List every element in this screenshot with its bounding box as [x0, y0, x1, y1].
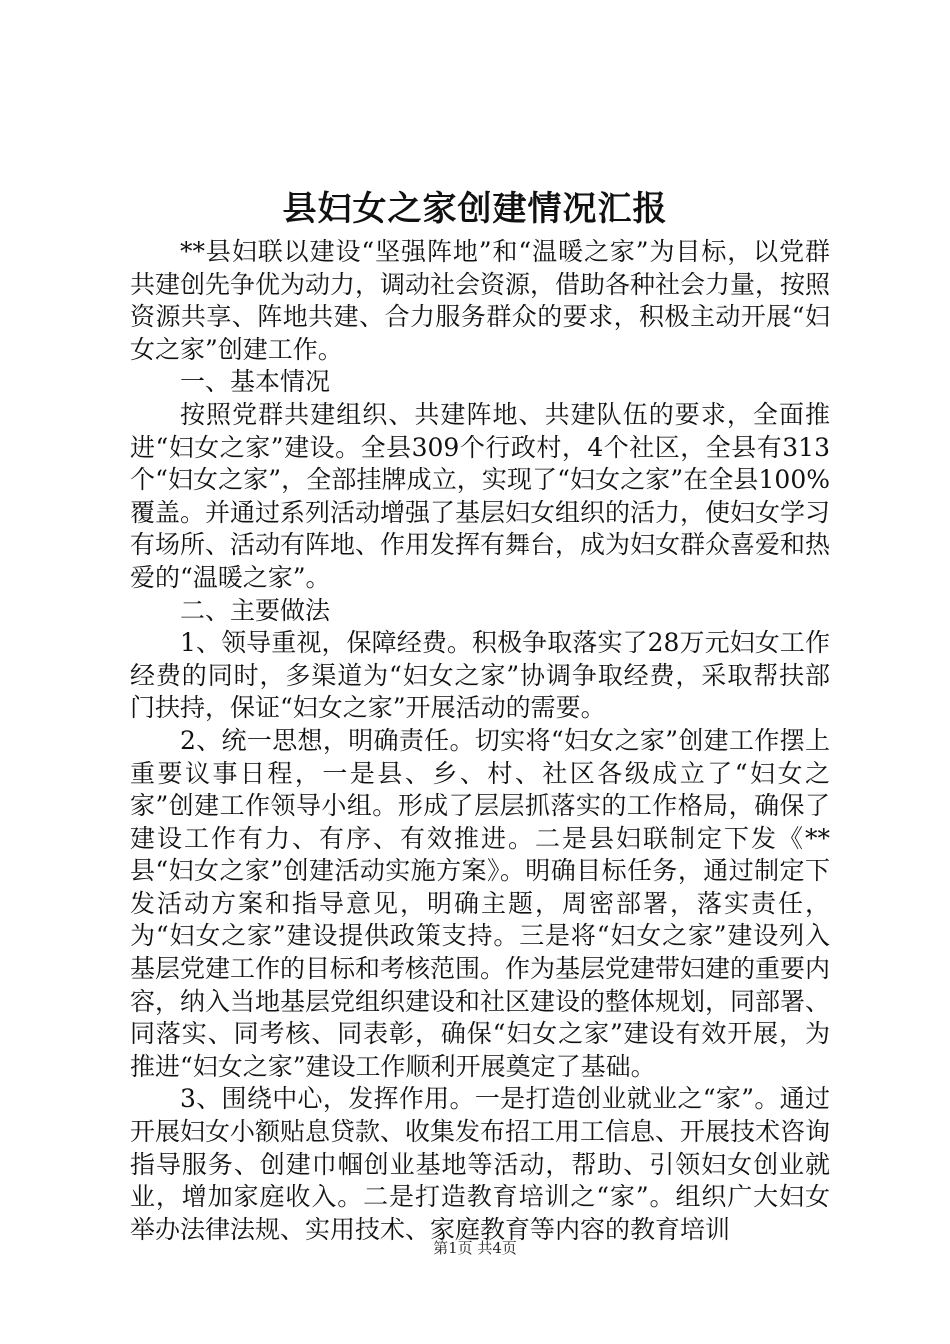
intro-paragraph: **县妇联以建设“坚强阵地”和“温暖之家”为目标，以党群共建创先争优为动力，调动社会资源，借助各种社会力量，按照资源共享、阵地共建、合力服务群众的要求，积极主动开展“妇女之家”创建工作。 [130, 237, 831, 364]
practice-paragraph-3: 3、围绕中心，发挥作用。一是打造创业就业之“家”。通过开展妇女小额贴息贷款、收集发布招工用工信息、开展技术咨询指导服务、创建巾帼创业基地等活动，帮助、引领妇女创业就业，增加家庭收入。二是打造教育培训之“家”。组织广大妇女举办法律法规、实用技术、家庭教育等内容的教育培训 [130, 1084, 831, 1244]
basic-situation-paragraph: 按照党群共建组织、共建阵地、共建队伍的要求，全面推进“妇女之家”建设。全县309个行政村，4个社区，全县有313个“妇女之家”，全部挂牌成立，实现了“妇女之家”在全县100%覆盖。并通过系列活动增强了基层妇女组织的活力，使妇女学习有场所、活动有阵地、作用发挥有舞台，成为妇女群众喜爱和热爱的“温暖之家”。 [130, 399, 831, 592]
page-footer: 第1页 共4页 [433, 1239, 517, 1257]
document-body [130, 236, 830, 1246]
document-title: 县妇女之家创建情况汇报 [282, 189, 668, 229]
section-heading-basic-situation: 一、基本情况 [180, 367, 331, 397]
section-heading-main-practices: 二、主要做法 [180, 595, 331, 625]
practice-paragraph-1: 1、领导重视，保障经费。积极争取落实了28万元妇女工作经费的同时，多渠道为“妇女之家”协调争取经费，采取帮扶部门扶持，保证“妇女之家”开展活动的需要。 [130, 628, 830, 723]
practice-paragraph-2: 2、统一思想，明确责任。切实将“妇女之家”创建工作摆上重要议事日程，一是县、乡、村、社区各级成立了“妇女之家”创建工作领导小组。形成了层层抓落实的工作格局，确保了建设工作有力、有序、有效推进。二是县妇联制定下发《**县“妇女之家”创建活动实施方案》。明确目标任务，通过制定下发活动方案和指导意见，明确主题，周密部署，落实责任，为“妇女之家”建设提供政策支持。三是将“妇女之家”建设列入基层党建工作的目标和考核范围。作为基层党建带妇建的重要内容，纳入当地基层党组织建设和社区建设的整体规划，同部署、同落实、同考核、同表彰，确保“妇女之家”建设有效开展，为推进“妇女之家”建设工作顺利开展奠定了基础。 [130, 725, 831, 1081]
